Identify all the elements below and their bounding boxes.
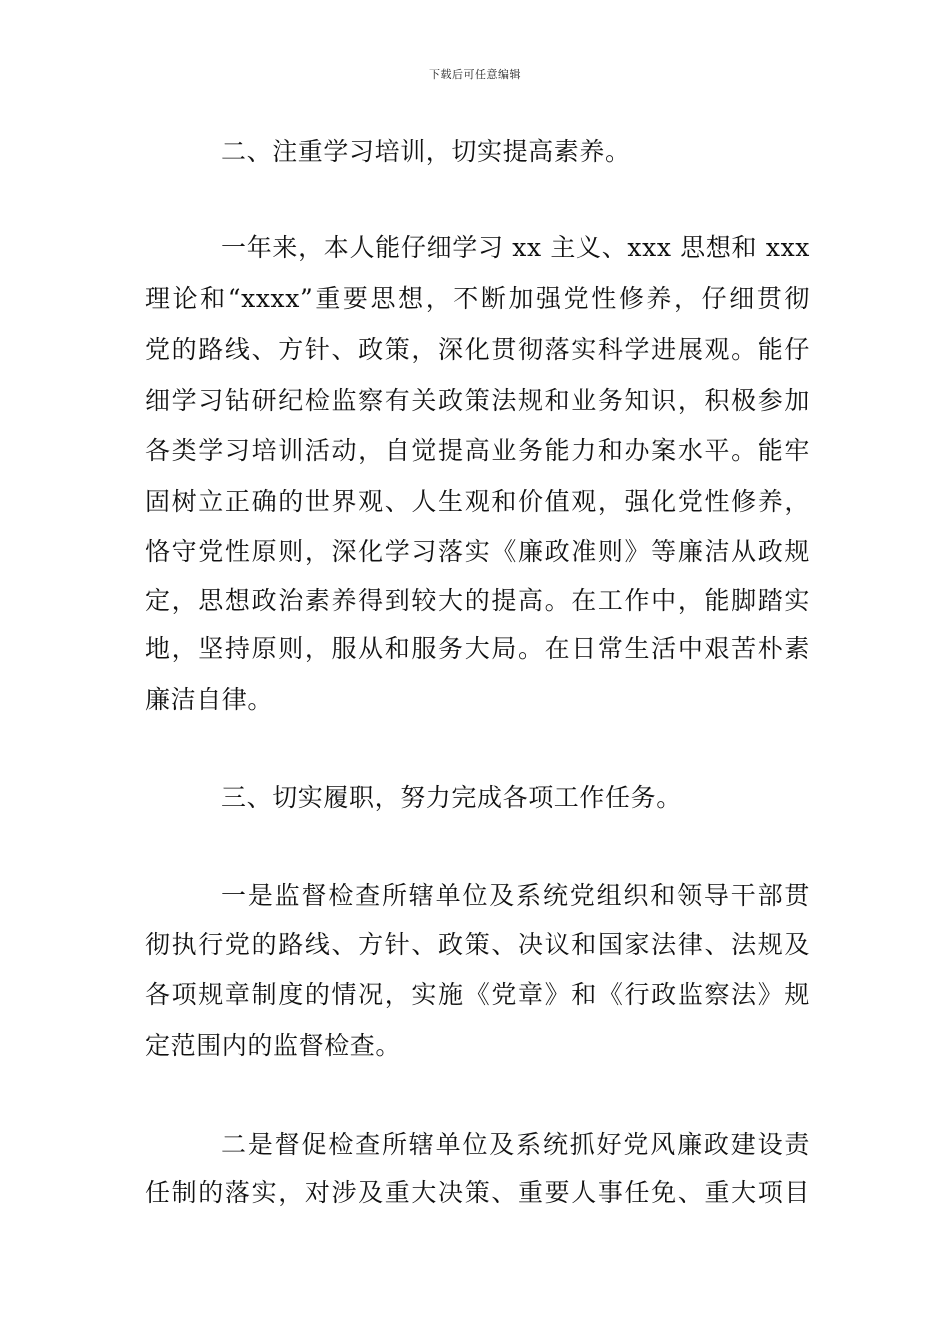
paragraph-line: 固树立正确的世界观、人生观和价值观，强化党性修养， (145, 487, 810, 516)
paragraph-line: 任制的落实，对涉及重大决策、重要人事任免、重大项目 (145, 1178, 810, 1207)
paragraph-line: 恪守党性原则，深化学习落实《廉政准则》等廉洁从政规 (145, 537, 810, 566)
paragraph-line: 彻执行党的路线、方针、政策、决议和国家法律、法规及 (145, 930, 810, 959)
section-heading-3: 三、切实履职，努力完成各项工作任务。 (221, 783, 682, 812)
paragraph-line: 各类学习培训活动，自觉提高业务能力和办案水平。能牢 (145, 436, 810, 465)
paragraph-line: 廉洁自律。 (145, 685, 274, 714)
paragraph-line: 各项规章制度的情况，实施《党章》和《行政监察法》规 (145, 980, 810, 1009)
page-header: 下载后可任意编辑 (429, 68, 521, 81)
paragraph-line: 理论和“xxxx”重要思想，不断加强党性修养，仔细贯彻 (145, 284, 810, 313)
paragraph-line: 地，坚持原则，服从和服务大局。在日常生活中艰苦朴素 (145, 634, 810, 663)
paragraph-line: 一是监督检查所辖单位及系统党组织和领导干部贯 (221, 881, 810, 910)
paragraph-line: 党的路线、方针、政策，深化贯彻落实科学进展观。能仔 (145, 335, 810, 364)
paragraph-line: 定范围内的监督检查。 (145, 1031, 402, 1060)
paragraph-line: 定，思想政治素养得到较大的提高。在工作中，能脚踏实 (145, 586, 810, 615)
paragraph-line: 一年来，本人能仔细学习 xx 主义、xxx 思想和 xxx (221, 233, 810, 262)
section-heading-2: 二、注重学习培训，切实提高素养。 (221, 137, 631, 166)
paragraph-line: 二是督促检查所辖单位及系统抓好党风廉政建设责 (221, 1130, 810, 1159)
paragraph-line: 细学习钻研纪检监察有关政策法规和业务知识，积极参加 (145, 386, 810, 415)
